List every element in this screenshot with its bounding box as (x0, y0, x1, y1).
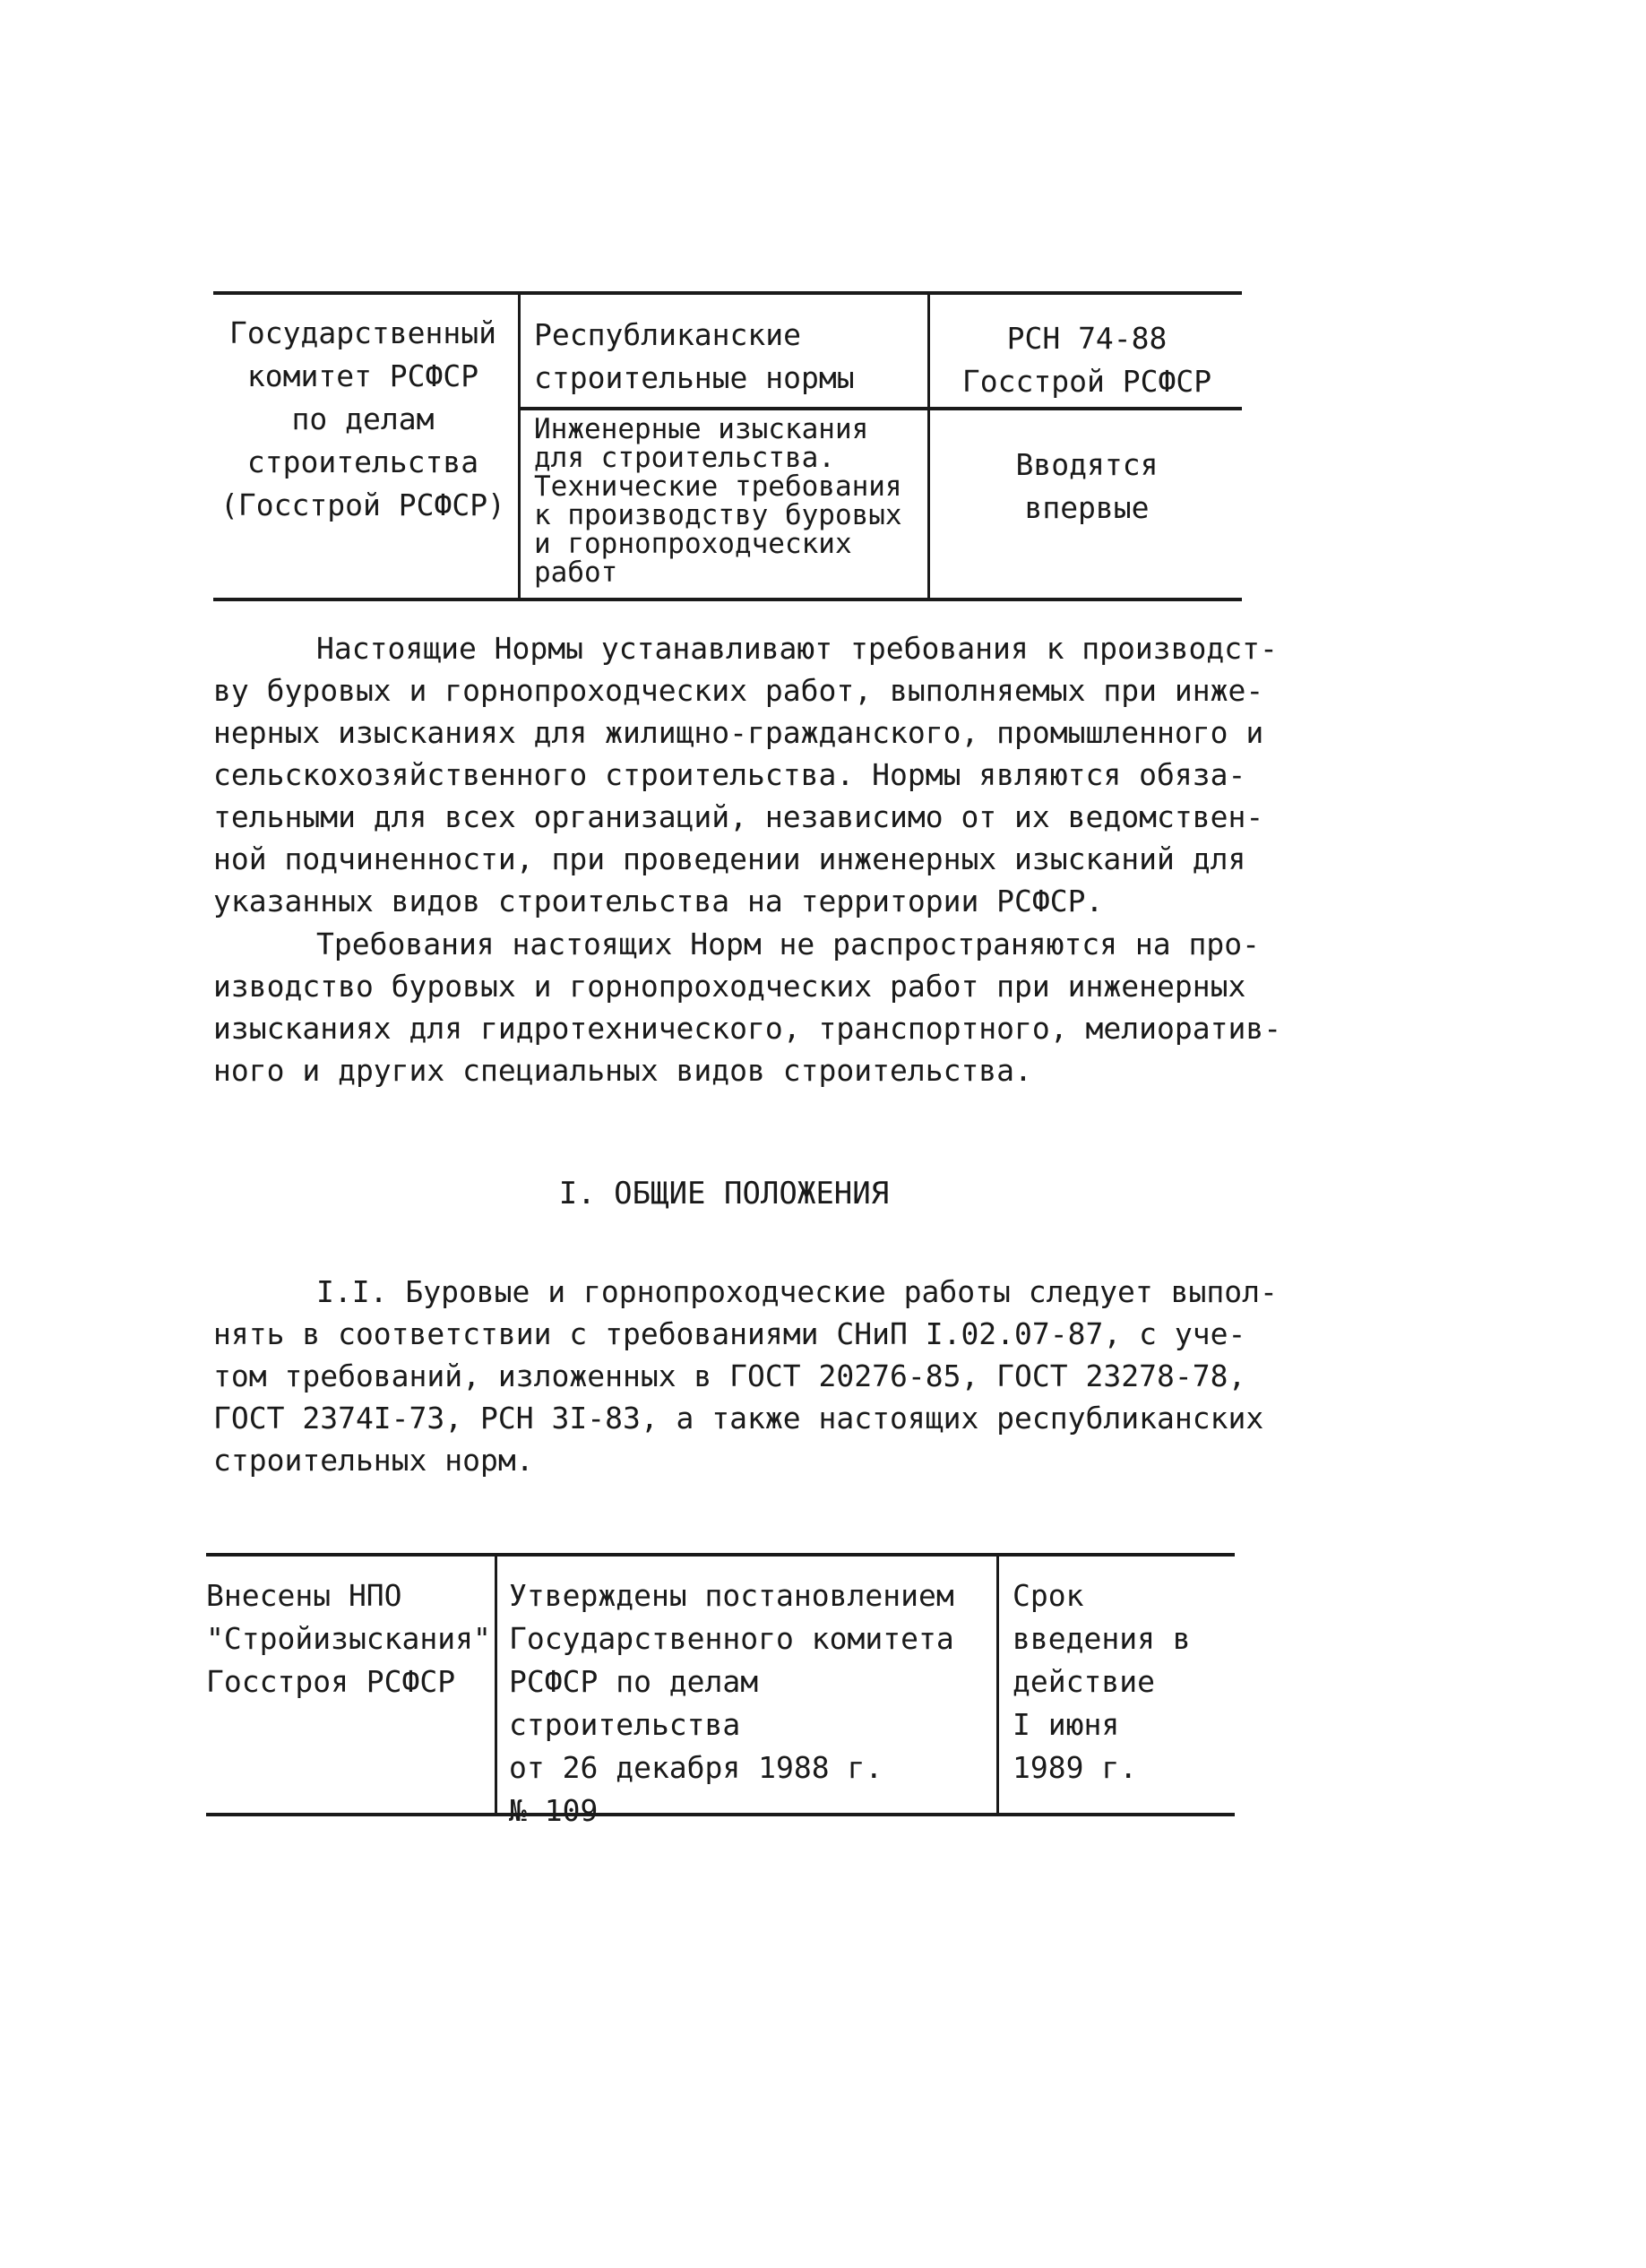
intro-p2-line: изысканиях для гидротехнического, транспортного, мелиоратив- (213, 1011, 1282, 1046)
intro-paragraph-2 (213, 923, 1282, 1091)
section-p1-line: том требований, изложенных в ГОСТ 20276-85, ГОСТ 23278-78, (213, 1358, 1246, 1393)
norm-type-cell: Республиканские строительные нормы (534, 317, 855, 395)
section-p1-line: ГОСТ 2374I-73, РСН 3I-83, а также настоящих республиканских (213, 1401, 1264, 1436)
status-cell: Вводятся впервые (1015, 447, 1159, 525)
section-heading: I. ОБЩИЕ ПОЛОЖЕНИЯ (558, 1176, 890, 1212)
intro-p1-line: сельскохозяйственного строительства. Нормы являются обяза- (213, 757, 1246, 792)
intro-p2-line: Требования настоящих Норм не распространяются на про- (316, 927, 1260, 962)
document-title-cell: Инженерные изыскания для строительства. Технические требования к производству буровых и горнопроходческих работ (534, 413, 902, 589)
header-table-top-rule (213, 291, 1242, 295)
code-cell: РСН 74-88 Госстрой РСФСР (961, 321, 1212, 399)
intro-p1-line: Настоящие Нормы устанавливают требования к производст- (316, 631, 1278, 666)
footer-table-top-rule (206, 1553, 1235, 1557)
footer-table-col-divider-2 (996, 1553, 999, 1815)
intro-p1-line: ву буровых и горнопроходческих работ, выполняемых при инже- (213, 673, 1264, 708)
intro-p1-line: ной подчиненности, при проведении инженерных изысканий для (213, 841, 1246, 876)
submitted-by-cell: Внесены НПО "Стройизыскания" Госстроя РСФСР (206, 1578, 491, 1699)
intro-paragraph-1 (213, 627, 1278, 922)
section-p1-line: строительных норм. (213, 1443, 534, 1478)
intro-p1-line: указанных видов строительства на территории РСФСР. (213, 884, 1104, 918)
intro-p1-line: нерных изысканиях для жилищно-гражданского, промышленного и (213, 715, 1264, 750)
intro-p2-line: изводство буровых и горнопроходческих работ при инженерных (213, 969, 1246, 1004)
header-table-bottom-rule (213, 598, 1242, 601)
intro-p2-line: ного и других специальных видов строительства. (213, 1053, 1032, 1088)
approved-by-cell: Утверждены постановлением Государственного комитета РСФСР по делам строительства от 26 декабря 1988 г. № 109 (509, 1578, 954, 1828)
intro-p1-line: тельными для всех организаций, независимо от их ведомствен- (213, 799, 1264, 834)
effective-date-cell: Срок введения в действие I июня 1989 г. (1013, 1578, 1191, 1785)
footer-table-col-divider-1 (495, 1553, 497, 1815)
section-p1-line: нять в соответствии с требованиями СНиП I.02.07-87, с уче- (213, 1316, 1246, 1351)
section-paragraph-1-1 (213, 1271, 1278, 1481)
issuer-cell: Государственный комитет РСФСР по делам строительства (Госстрой РСФСР) (220, 315, 505, 522)
header-table-mid-rule (518, 407, 1242, 410)
header-table-col-divider-1 (518, 291, 521, 599)
section-p1-line: I.I. Буровые и горнопроходческие работы следует выпол- (316, 1274, 1278, 1309)
